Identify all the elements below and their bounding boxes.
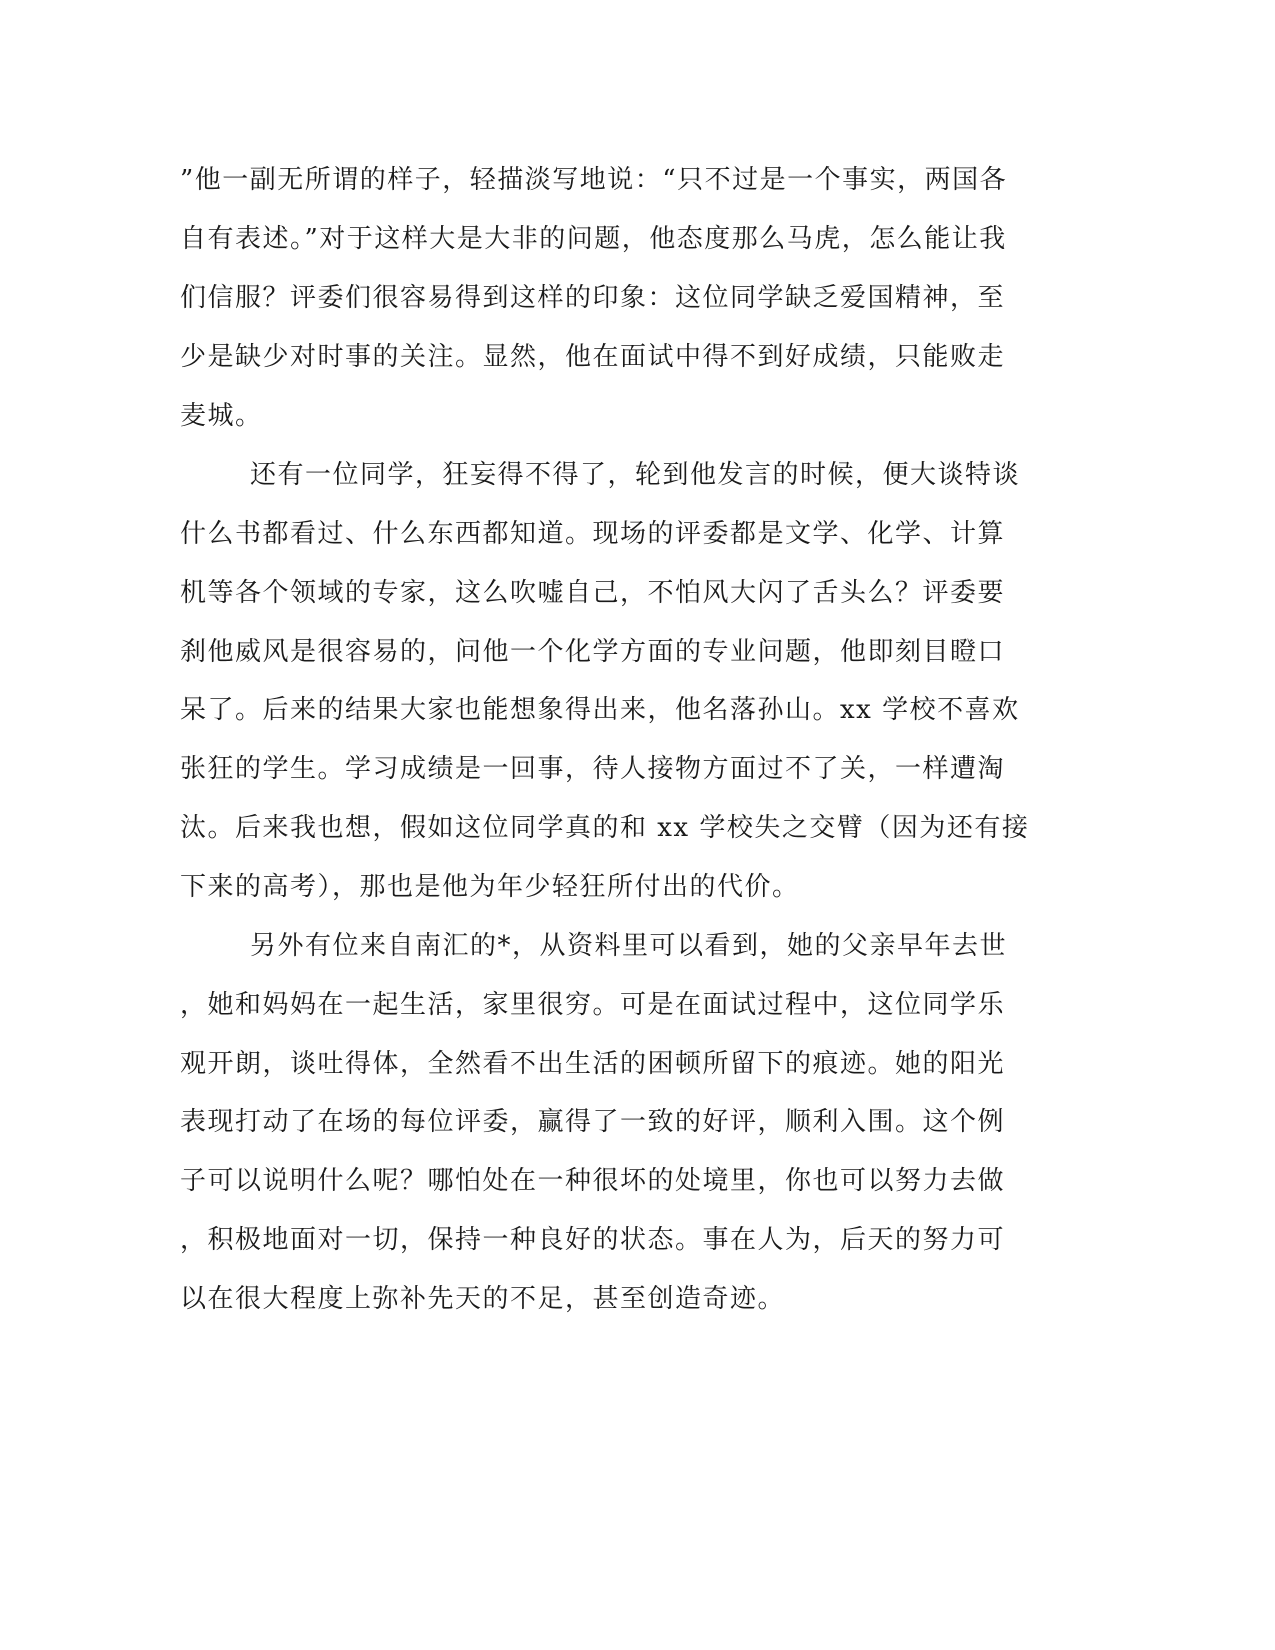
- paragraph-first-line: 还有一位同学，狂妄得不得了，轮到他发言的时候，便大谈特谈: [250, 460, 1021, 490]
- text-line: 汰。后来我也想，假如这位同学真的和 xx 学校失之交臂（因为还有接: [180, 813, 1030, 843]
- text-line: 呆了。后来的结果大家也能想象得出来，他名落孙山。xx 学校不喜欢: [180, 695, 1020, 725]
- text-line: 表现打动了在场的每位评委，赢得了一致的好评，顺利入围。这个例: [180, 1107, 1006, 1137]
- text-line: 什么书都看过、什么东西都知道。现场的评委都是文学、化学、计算: [180, 519, 1006, 549]
- text-line: ，积极地面对一切，保持一种良好的状态。事在人为，后天的努力可: [180, 1225, 1006, 1255]
- text-line: 下来的高考），那也是他为年少轻狂所付出的代价。: [180, 872, 800, 902]
- text-line: 麦城。: [180, 401, 263, 431]
- text-line: 们信服？评委们很容易得到这样的印象：这位同学缺乏爱国精神，至: [180, 283, 1006, 313]
- text-line: 张狂的学生。学习成绩是一回事，待人接物方面过不了关，一样遭淘: [180, 754, 1006, 784]
- text-line: 自有表述。”对于这样大是大非的问题，他态度那么马虎，怎么能让我: [180, 224, 1007, 254]
- text-line: 刹他威风是很容易的，问他一个化学方面的专业问题，他即刻目瞪口: [180, 637, 1006, 667]
- text-line: ”他一副无所谓的样子，轻描淡写地说：“只不过是一个事实，两国各: [180, 165, 1008, 195]
- text-line: ，她和妈妈在一起生活，家里很穷。可是在面试过程中，这位同学乐: [180, 990, 1006, 1020]
- text-line: 子可以说明什么呢？哪怕处在一种很坏的处境里，你也可以努力去做: [180, 1166, 1006, 1196]
- paragraph-first-line: 另外有位来自南汇的*，从资料里可以看到，她的父亲早年去世: [250, 931, 1008, 961]
- text-line: 观开朗，谈吐得体，全然看不出生活的困顿所留下的痕迹。她的阳光: [180, 1049, 1006, 1079]
- text-line: 以在很大程度上弥补先天的不足，甚至创造奇迹。: [180, 1284, 786, 1314]
- text-line: 机等各个领域的专家，这么吹嘘自己，不怕风大闪了舌头么？评委要: [180, 578, 1006, 608]
- text-line: 少是缺少对时事的关注。显然，他在面试中得不到好成绩，只能败走: [180, 342, 1006, 372]
